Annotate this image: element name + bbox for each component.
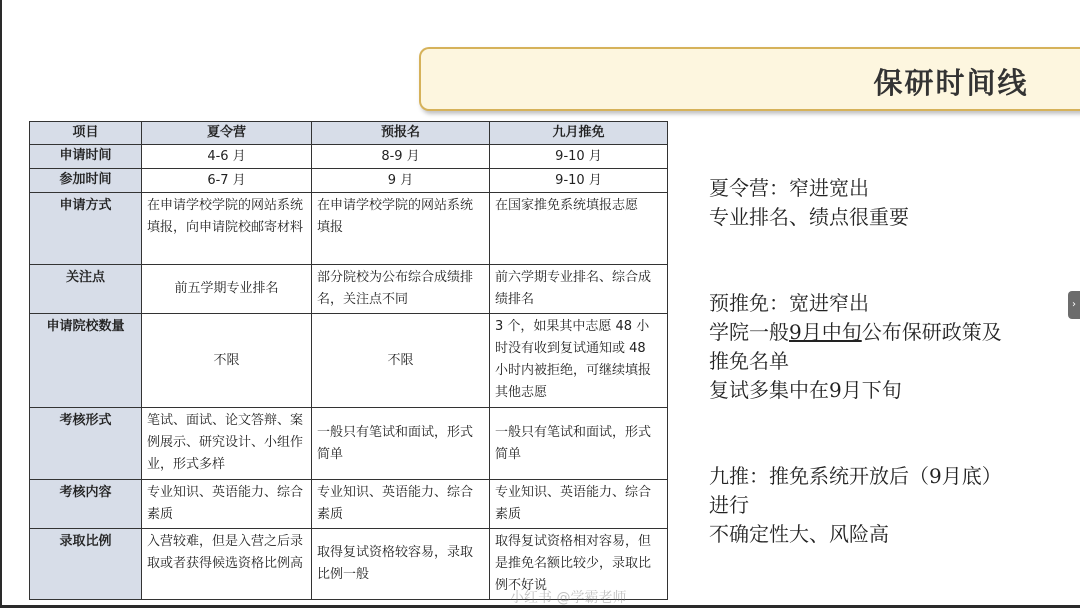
row-header: 关注点 (30, 265, 142, 314)
table-cell: 取得复试资格较容易，录取比例一般 (312, 529, 490, 600)
column-header: 预报名 (312, 122, 490, 145)
row-header: 考核内容 (30, 480, 142, 529)
table-cell: 9-10 月 (490, 169, 668, 193)
notes-panel (709, 174, 1069, 549)
row-header: 录取比例 (30, 529, 142, 600)
table-cell: 在申请学校学院的网站系统填报，向申请院校邮寄材料 (142, 193, 312, 265)
september-line-3: 不确定性大、风险高 (709, 522, 889, 546)
pre-recommendation-line-1 (709, 318, 1069, 347)
row-header: 申请方式 (30, 193, 142, 265)
title-banner (419, 47, 1080, 111)
table-cell: 在国家推免系统填报志愿 (490, 193, 668, 265)
side-panel-toggle-icon[interactable]: › (1068, 291, 1080, 319)
table-cell: 部分院校为公布综合成绩排名，关注点不同 (312, 265, 490, 314)
table-cell: 专业知识、英语能力、综合素质 (142, 480, 312, 529)
table-cell: 不限 (312, 314, 490, 408)
comparison-table-container (29, 121, 667, 595)
table-cell: 9 月 (312, 169, 490, 193)
row-header: 考核形式 (30, 408, 142, 480)
table-cell: 前五学期专业排名 (142, 265, 312, 314)
row-header: 申请时间 (30, 145, 142, 169)
pre-recommendation-line-2: 推免名单 (709, 349, 789, 373)
pre-recommendation-title: 预推免：宽进窄出 (709, 291, 869, 315)
table-cell: 入营较难，但是入营之后录取或者获得候选资格比例高 (142, 529, 312, 600)
table-cell: 不限 (142, 314, 312, 408)
pre-line1-underlined-date: 9月中旬 (789, 320, 862, 344)
table-cell: 一般只有笔试和面试，形式简单 (312, 408, 490, 480)
table-cell: 前六学期专业排名、综合成绩排名 (490, 265, 668, 314)
table-cell: 9-10 月 (490, 145, 668, 169)
table-cell: 8-9 月 (312, 145, 490, 169)
table-cell: 4-6 月 (142, 145, 312, 169)
table-cell: 笔试、面试、论文答辩、案例展示、研究设计、小组作业，形式多样 (142, 408, 312, 480)
table-row (30, 145, 668, 169)
table-row (30, 314, 668, 408)
table-row (30, 265, 668, 314)
table-cell: 在申请学校学院的网站系统填报 (312, 193, 490, 265)
september-line-2: 进行 (709, 493, 749, 517)
table-cell: 6-7 月 (142, 169, 312, 193)
pre-line1-end: 公布保研政策及 (861, 320, 1002, 344)
column-header: 夏令营 (142, 122, 312, 145)
table-row (30, 193, 668, 265)
table-cell: 一般只有笔试和面试，形式简单 (490, 408, 668, 480)
table-row (30, 408, 668, 480)
row-header: 参加时间 (30, 169, 142, 193)
table-header-row (30, 122, 668, 145)
watermark: 小红书 @学霸老师 (510, 590, 627, 606)
table-cell: 专业知识、英语能力、综合素质 (490, 480, 668, 529)
pre-line1-start: 学院一般 (709, 320, 789, 344)
comparison-table (29, 121, 668, 600)
table-cell: 取得复试资格相对容易，但是推免名额比较少，录取比例不好说 (490, 529, 668, 600)
table-cell: 3 个，如果其中志愿 48 小时没有收到复试通知或 48 小时内被拒绝，可继续填报其他志愿 (490, 314, 668, 408)
column-header: 项目 (30, 122, 142, 145)
pre-recommendation-line-3: 复试多集中在9月下旬 (709, 378, 902, 402)
row-header: 申请院校数量 (30, 314, 142, 408)
summer-camp-detail: 专业排名、绩点很重要 (709, 205, 909, 229)
column-header: 九月推免 (490, 122, 668, 145)
table-row (30, 480, 668, 529)
page-title: 保研时间线 (873, 66, 1029, 100)
summer-camp-title: 夏令营：窄进宽出 (709, 176, 869, 200)
september-title: 九推：推免系统开放后（9月底） (709, 464, 1002, 488)
table-cell: 专业知识、英语能力、综合素质 (312, 480, 490, 529)
table-row (30, 169, 668, 193)
